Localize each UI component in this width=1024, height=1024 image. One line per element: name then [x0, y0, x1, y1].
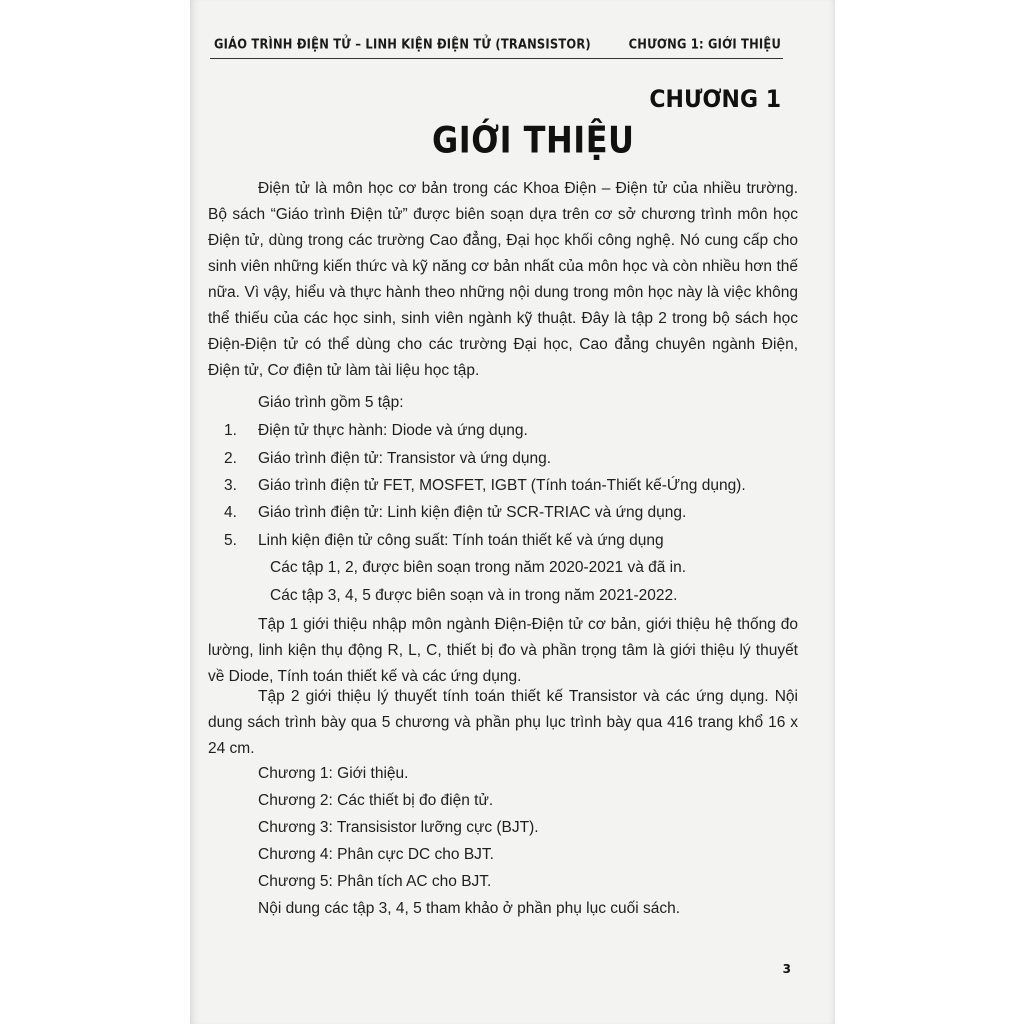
volume1-paragraph-text: Tập 1 giới thiệu nhập môn ngành Điện-Điện tử cơ bản, giới thiệu hệ thống đo lường, linh kiện thụ động R, L, C, thiết bị đo và phần trọng tâm là giới thiệu lý thuyết về Diode, Tính toán thiết kế và các ứng dụng.: [208, 616, 798, 685]
chapter-title: GIỚI THIỆU: [432, 118, 635, 162]
header-rule: [210, 58, 783, 59]
list-item-number: 5.: [224, 532, 237, 549]
closing-line: Nội dung các tập 3, 4, 5 tham khảo ở phần phụ lục cuối sách.: [258, 900, 681, 917]
list-item-text: Giáo trình điện tử: Linh kiện điện tử SCR-TRIAC và ứng dụng.: [258, 504, 687, 521]
chapter-label: CHƯƠNG 1: [649, 86, 781, 114]
book-page: [190, 0, 835, 1024]
page-number: 3: [782, 962, 791, 976]
note-line: Các tập 1, 2, được biên soạn trong năm 2020-2021 và đã in.: [270, 559, 687, 576]
volume1-paragraph: [208, 612, 798, 690]
list-item: Chương 4: Phân cực DC cho BJT.: [258, 846, 494, 863]
volume2-paragraph-text: Tập 2 giới thiệu lý thuyết tính toán thiết kế Transistor và các ứng dụng. Nội dung sách trình bày qua 5 chương và phần phụ lục trình bày qua 416 trang khổ 16 x 24 cm.: [208, 688, 798, 757]
intro-paragraph-text: Điện tử là môn học cơ bản trong các Khoa Điện – Điện tử của nhiều trường. Bộ sách “Giáo trình Điện tử” được biên soạn dựa trên cơ sở chương trình môn học Điện tử, dùng trong các trường Cao đẳng, Đại học khối công nghệ. Nó cung cấp cho sinh viên những kiến thức và kỹ năng cơ bản nhất của môn học và còn nhiều hơn thế nữa. Vì vậy, hiểu và thực hành theo những nội dung trong môn học này là việc không thể thiếu của các học sinh, sinh viên ngành kỹ thuật. Đây là tập 2 trong bộ sách học Điện-Điện tử có thể dùng cho các trường Đại học, Cao đẳng chuyên ngành Điện, Điện tử, Cơ điện tử làm tài liệu học tập.: [208, 180, 798, 379]
list-item: Chương 5: Phân tích AC cho BJT.: [258, 873, 492, 890]
list-item: Chương 3: Transisistor lưỡng cực (BJT).: [258, 819, 539, 836]
list-item: Chương 1: Giới thiệu.: [258, 765, 409, 782]
list-item-text: Giáo trình điện tử: Transistor và ứng dụng.: [258, 450, 552, 467]
list-item-number: 4.: [224, 504, 237, 521]
volume2-paragraph: [208, 684, 798, 762]
intro-paragraph: [208, 176, 798, 384]
running-header-right: CHƯƠNG 1: GIỚI THIỆU: [628, 36, 781, 53]
note-line: Các tập 3, 4, 5 được biên soạn và in trong năm 2021-2022.: [270, 587, 678, 604]
running-header-left: GIÁO TRÌNH ĐIỆN TỬ – LINH KIỆN ĐIỆN TỬ (TRANSISTOR): [214, 36, 591, 53]
list-item-number: 3.: [224, 477, 237, 494]
volumes-intro: Giáo trình gồm 5 tập:: [258, 394, 404, 411]
list-item: Chương 2: Các thiết bị đo điện tử.: [258, 792, 494, 809]
list-item-number: 2.: [224, 450, 237, 467]
list-item-number: 1.: [224, 422, 237, 439]
list-item-text: Giáo trình điện tử FET, MOSFET, IGBT (Tính toán-Thiết kế-Ứng dụng).: [258, 477, 746, 494]
list-item-text: Điện tử thực hành: Diode và ứng dụng.: [258, 422, 528, 439]
list-item-text: Linh kiện điện tử công suất: Tính toán thiết kế và ứng dụng: [258, 532, 664, 549]
